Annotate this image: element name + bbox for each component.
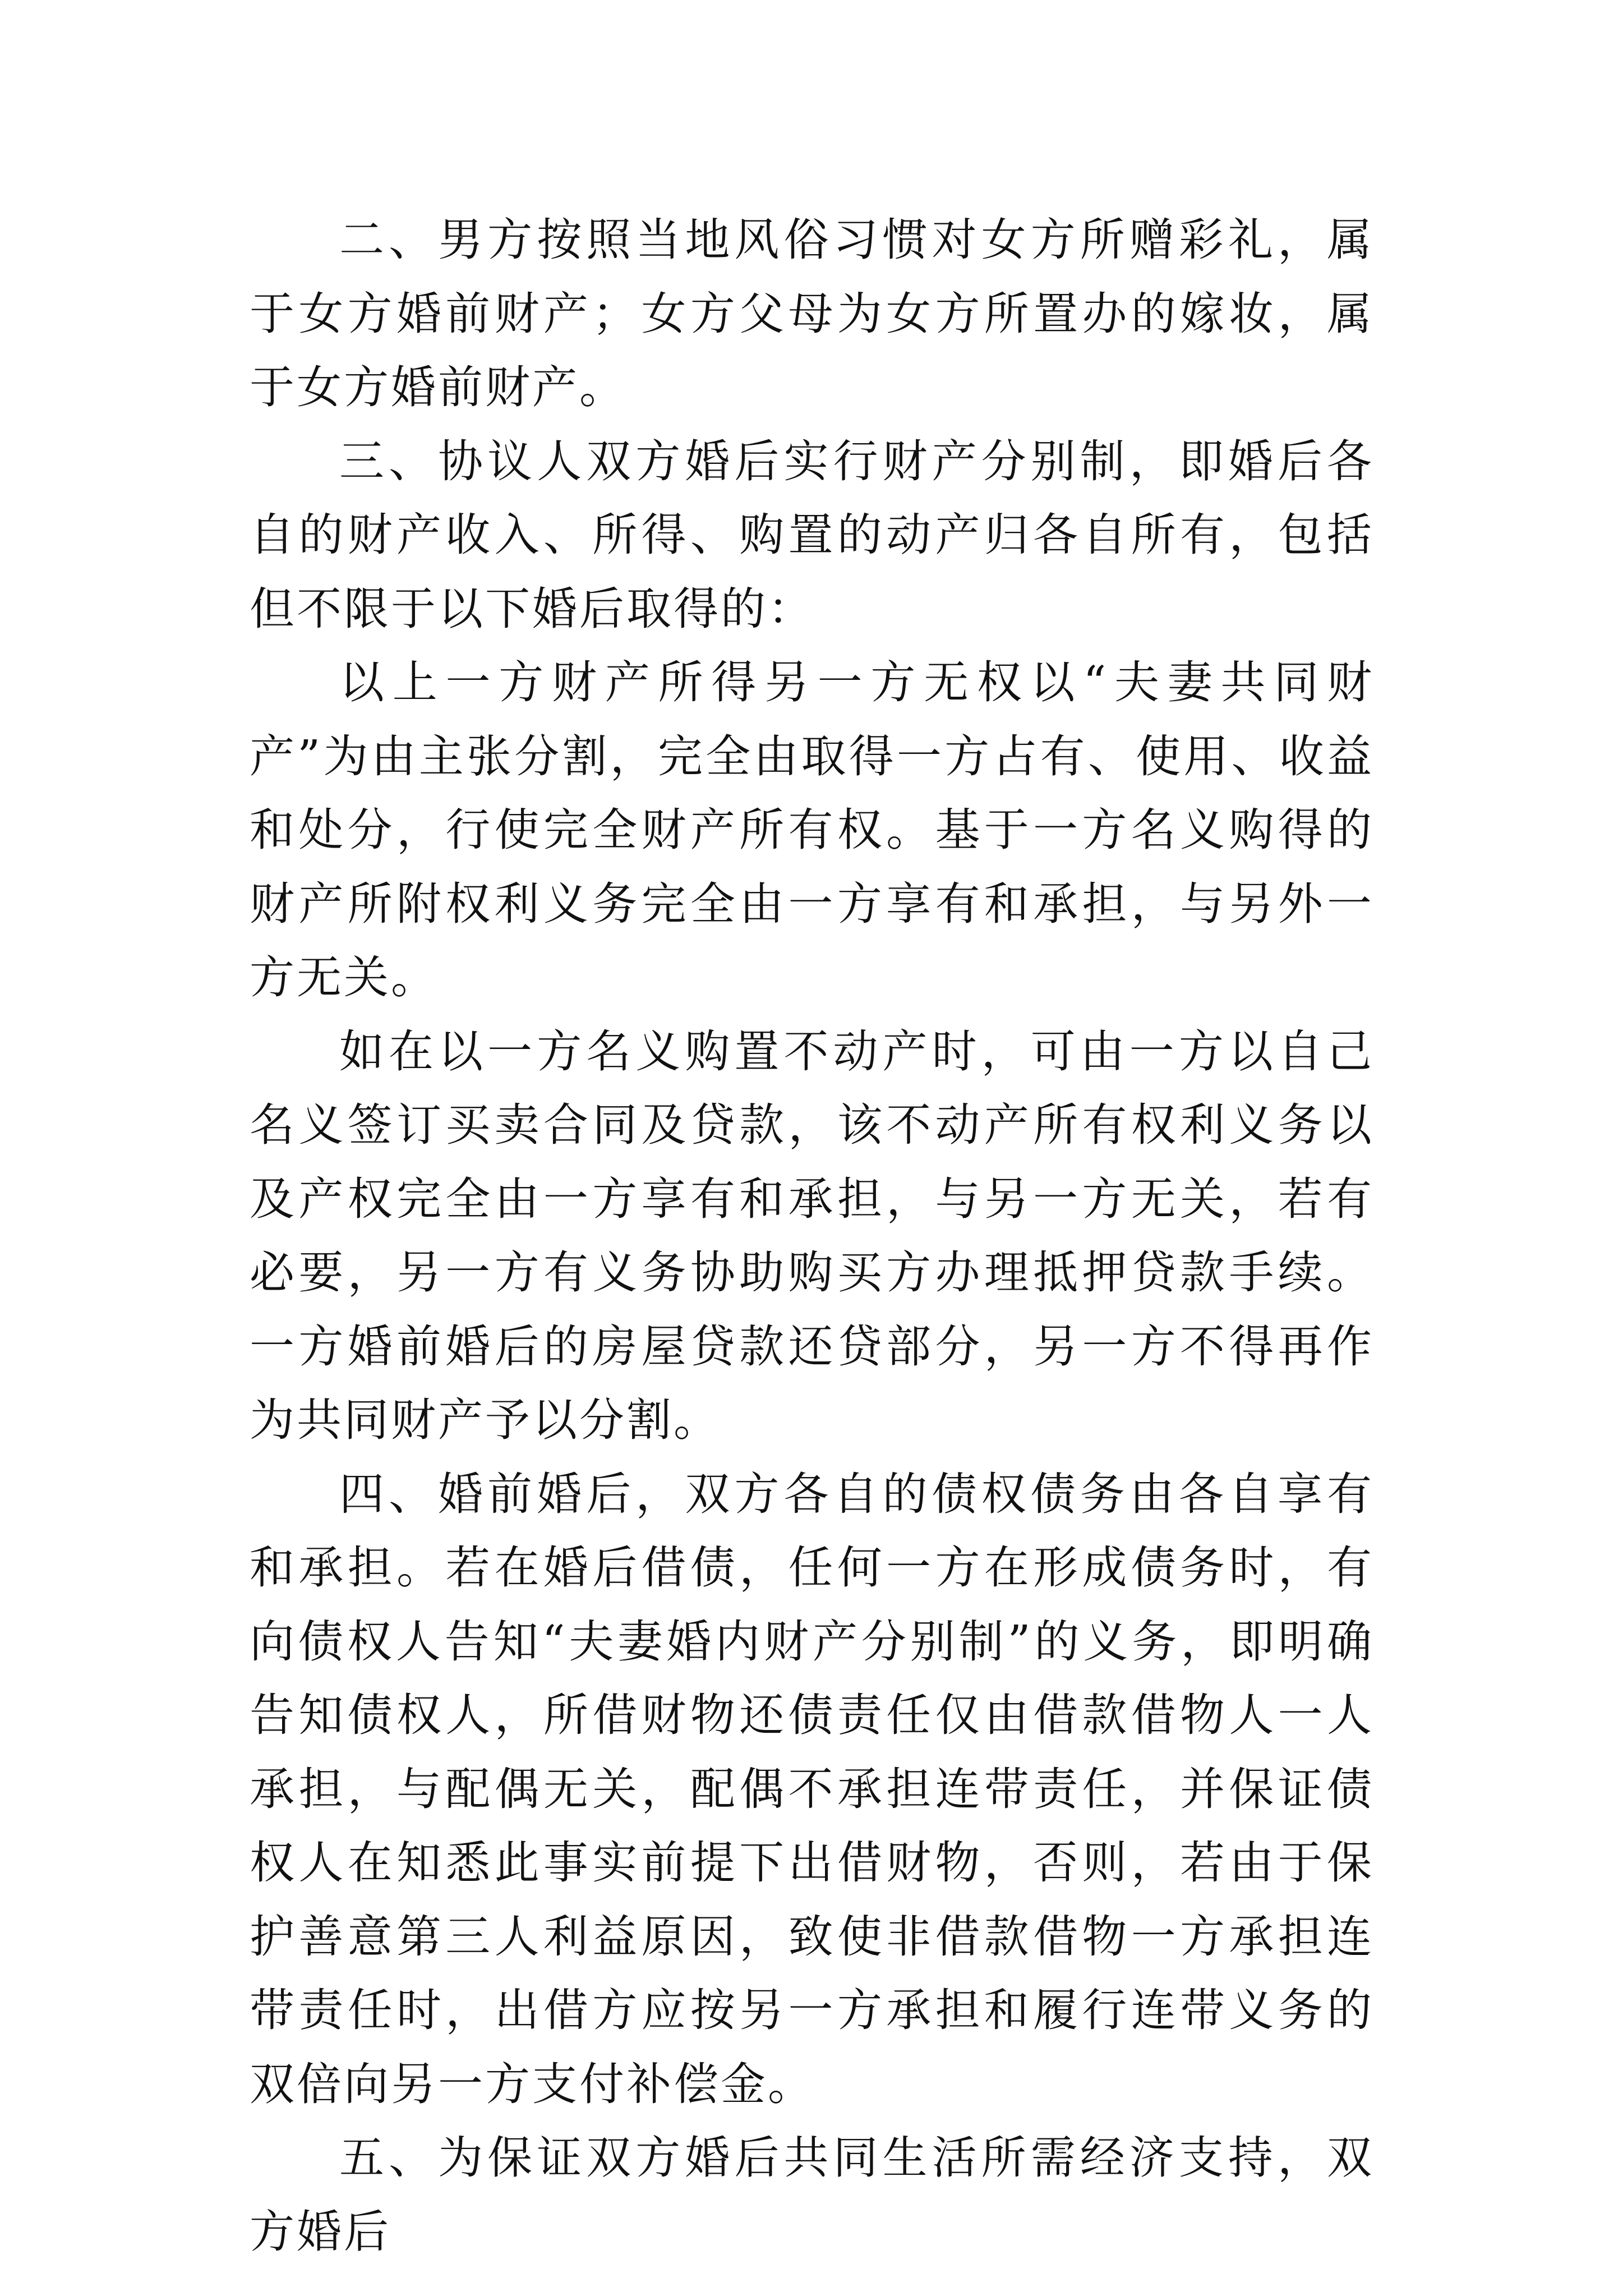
paragraph-debts: 四、婚前婚后，双方各自的债权债务由各自享有和承担。若在婚后借债，任何一方在形成债务时，有向债权人告知“夫妻婚内财产分别制”的义务，即明确告知债权人，所借财物还债责任仅由借款借物人一人承担，与配偶无关，配偶不承担连带责任，并保证债权人在知悉此事实前提下出借财物，否则，若由于保护善意第三人利益原因，致使非借款借物一方承担连带责任时，出借方应按另一方承担和履行连带义务的双倍向另一方支付补偿金。	[250, 1467, 1374, 2110]
paragraph-property-rights: 以上一方财产所得另一方无权以“夫妻共同财产”为由主张分割，完全由取得一方占有、使用、收益和处分，行使完全财产所有权。基于一方名义购得的财产所附权利义务完全由一方享有和承担，与另外一方无关。	[250, 656, 1374, 1004]
paragraph-real-estate: 如在以一方名义购置不动产时，可由一方以自己名义签订买卖合同及贷款，该不动产所有权利义务以及产权完全由一方享有和承担，与另一方无关，若有必要，另一方有义务协助购买方办理抵押贷款手续。一方婚前婚后的房屋贷款还贷部分，另一方不得再作为共同财产予以分割。	[250, 1025, 1374, 1446]
paragraph-living-expenses: 五、为保证双方婚后共同生活所需经济支持，双方婚后	[250, 2132, 1374, 2258]
document-body	[250, 203, 1374, 2269]
paragraph-separate-property: 三、协议人双方婚后实行财产分别制，即婚后各自的财产收入、所得、购置的动产归各自所有，包括但不限于以下婚后取得的：	[250, 435, 1374, 635]
paragraph-bride-price: 二、男方按照当地风俗习惯对女方所赠彩礼，属于女方婚前财产；女方父母为女方所置办的嫁妆，属于女方婚前财产。	[250, 214, 1374, 413]
